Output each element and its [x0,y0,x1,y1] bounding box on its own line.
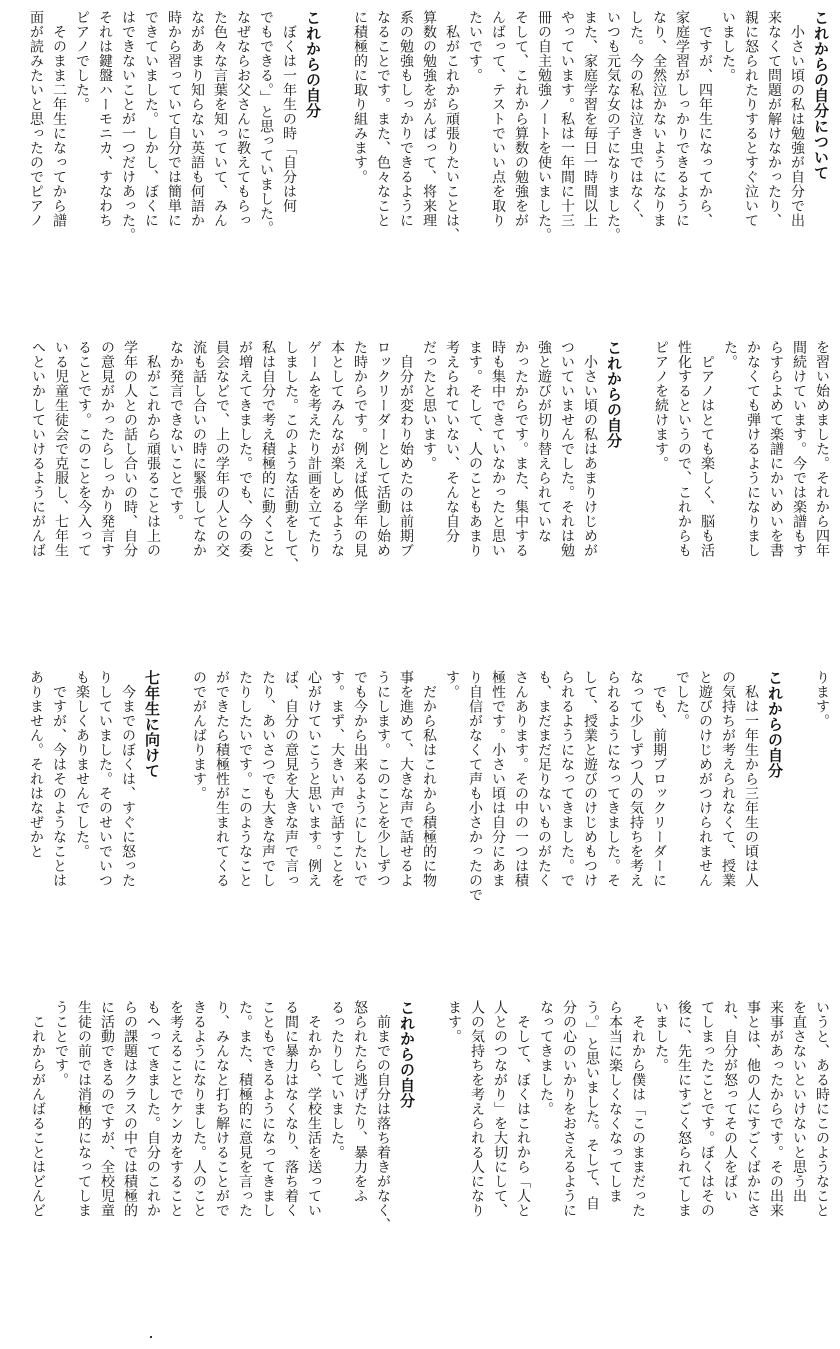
text-column: 学年の人との話し合いの時、自分 [122,340,138,558]
text-column: 時も集中できていなかったと思い [490,340,506,558]
text-column: ピアノでした。 [74,10,90,112]
text-column: る間に暴力はなくなり、落ち着く [283,1000,299,1218]
text-column: と遊びのけじめがつけられません [697,670,713,888]
text-column: 流も話し合いの時に緊張してなか [191,340,207,558]
text-column: いうと、ある時にこのようなこと [814,1000,830,1218]
text-column: そのまま二年生になってから譜 [51,10,67,228]
text-column: それは鍵盤ハーモニカ、すなわち [97,10,113,228]
text-column: ですが、今はそのようなことは [51,670,67,888]
text-column: 間続けています。今では楽譜もす [791,340,807,558]
text-column: こともできるようになってきまし [260,1000,276,1218]
column-gap [789,670,809,988]
text-column: 事とは、他の人にすごくばかにさ [745,1000,761,1218]
text-column: 怒られたら逃げたり、暴力をふ [352,1000,368,1203]
text-column: す。まず、大きい声で話すことを [329,670,345,888]
text-column: た色々な言葉を知っていて、みん [212,10,228,228]
text-column: に積極的に取り組みます。 [352,10,368,184]
text-column: 算数の勉強をがんばって、将来理 [421,10,437,228]
text-column: へといかしていけるようにがんば [30,340,46,558]
text-column: 親に怒られたりするとすぐ泣いて [743,10,759,228]
text-column: れ、自分が怒ってその人をばい [722,1000,738,1203]
text-column: それから僕は「このままだった [630,1000,646,1218]
text-column: の意見がかったらしっかり発言す [99,340,115,558]
text-column: てしまったことです。ぼくはその [699,1000,715,1218]
text-column: 家庭学習がしっかりできるように [674,10,690,228]
text-column: らすらよめて楽譜にかいめいを書 [768,340,784,558]
text-column: 心がけていこうと思います。例え [306,670,322,888]
scan-speck [150,1336,152,1338]
text-column: 小さい頃の私はあまりけじめが [582,340,598,558]
text-column: 冊の自主勉強ノートを使いました。 [536,10,552,242]
text-column: たりしたいです。このようなこと [237,670,253,888]
text-column: に活動できるのですが、全校児童 [99,1000,115,1218]
text-column: 私は一年生から三年生の頃は人 [743,670,759,888]
text-column: できていました。しかし、ぼくに [143,10,159,228]
text-column: んばって、テストでいい点を取り [490,10,506,228]
text-column: そして、これから算数の勉強をが [513,10,529,228]
text-column: そして、ぼくはこれから「人と [515,1000,531,1218]
text-column: ら本当に楽しくなくなってしま [607,1000,623,1203]
text-column: なぜならお父さんに教えてもらっ [235,10,251,228]
text-column: も楽しくありませんでした。 [74,670,90,859]
text-column: りしていました。そのせいでいつ [97,670,113,888]
text-column: り、みんなと打ち解けることがで [214,1000,230,1218]
text-column: きるようになりました。人のこと [191,1000,207,1218]
text-column: それから、学校生活を送ってい [306,1000,322,1218]
text-column: 面が読みたいと思ったのでピアノ [28,10,44,228]
section-heading: これからの自分 [398,1000,416,1109]
text-column: 系の勉強もしっかりできるように [398,10,414,228]
text-column: でした。 [674,670,690,728]
text-column: だったと思います。 [421,340,437,471]
text-tier-4 [8,1000,832,1318]
text-column: ですが、四年生になってから、 [697,10,713,228]
text-column: 分の心のいかりをおさえるように [561,1000,577,1218]
text-column: 人とのつながり」を大切にして、 [492,1000,508,1218]
column-gap [327,10,347,328]
text-column: ロックリーダーとして活動し始め [375,340,391,558]
text-column: でも今から出来るようにしたいで [352,670,368,888]
text-column: 来なくて問題が解けなかったり、 [766,10,782,228]
text-column: ありません。それはなぜかと [28,670,44,859]
text-column: さんあります。その中の一つは積 [513,670,529,888]
text-column: 人の気持ちを考えられる人になり [469,1000,485,1218]
column-gap [421,1000,441,1318]
text-column: ます。 [446,1000,462,1044]
text-column: 私は自分で考え積極的に動くこと [260,340,276,558]
text-column: しました。このような活動をして、 [283,340,299,572]
section-heading: これからの自分 [605,340,623,449]
text-column: す。 [444,670,460,699]
column-gap [628,340,648,658]
text-column: 今までのぼくは、すぐに怒った [120,670,136,888]
text-column: これからがんばることはどんど [30,1000,46,1218]
text-column: ります。 [814,670,830,728]
text-column: また、家庭学習を毎日一時間以上 [582,10,598,228]
text-column: ぼくは一年生の時「自分は何 [281,10,297,213]
text-column: はできないことが一つだけあった。 [120,10,136,242]
text-column: なり、全然泣かないようになりま [651,10,667,228]
column-gap [166,670,186,988]
text-column: た時からです。例えば低学年の見 [352,340,368,558]
text-column: かなくても弾けるようになりまし [745,340,761,558]
text-column: たいです。 [467,10,483,83]
text-column: 私がこれから頑張ることは上の [145,340,161,558]
text-column: した。今の私は泣き虫ではなく、 [628,10,644,228]
text-column: 強と遊びが切り替えられていな [536,340,552,543]
section-heading: これからの自分 [304,10,322,119]
text-column: 性化するというので、これからも [676,340,692,558]
text-column: を直さないといけないと思う出 [791,1000,807,1203]
text-column: た。また、積極的に意見を言った [237,1000,253,1218]
text-column: 考えられていない、そんな自分 [444,340,460,543]
text-column: ば、自分の意見を大きな声で言っ [283,670,299,888]
text-column: いる児童生徒会で克服し、七年生 [53,340,69,558]
text-column: う。」と思いました。そして、自 [584,1000,600,1211]
text-column: 事を進めて、大きな声で話せるよ [398,670,414,888]
text-tier-1 [8,10,832,328]
text-column: るったりしていました。 [329,1000,345,1160]
text-column: 本としてみんなが楽しめるような [329,340,345,558]
text-column: ゲームを考えたり計画を立てたり [306,340,322,558]
text-column: も、まだまだ足りないものがたく [536,670,552,888]
text-column: うにします。このことを少しずつ [375,670,391,888]
text-column: を考えることでケンカをすること [168,1000,184,1218]
text-column: ピアノを続けます。 [653,340,669,471]
text-column: 来事があったからです。その出来 [768,1000,784,1218]
text-column: もへってきました。自分のこれか [145,1000,161,1218]
text-column: 後に、先生にすごく怒られてしま [676,1000,692,1218]
text-column: 極性です。小さい頃は自分にあま [490,670,506,888]
text-column: ながあまり知らない英語も何語か [189,10,205,228]
text-column: なってきました。 [538,1000,554,1116]
section-heading: これからの自分 [766,670,784,779]
text-tier-3 [8,670,832,988]
text-column: たり、あいさつでも大きな声でし [260,670,276,888]
text-column: なることです。また、色々なこと [375,10,391,228]
text-column: でもできる。」と思っていました。 [258,10,274,235]
text-column: 生徒の前では消極的になってしま [76,1000,92,1218]
text-tier-2 [8,340,832,658]
text-column: でも、前期ブロックリーダーに [651,670,667,888]
text-column: なって少しずつ人の気持ちを考え [628,670,644,888]
text-column: なか発言できないことです。 [168,340,184,529]
text-column: ます。そして、人のこともあまり [467,340,483,558]
text-column: られるようになってきました。で [559,670,575,888]
section-heading: 七年生に向けて [143,670,161,779]
text-column: られるようになってきました。そ [605,670,621,888]
text-column: 小さい頃の私は勉強が自分で出 [789,10,805,228]
text-column: 員会などで、上の学年の人との交 [214,340,230,558]
text-column: ることです。このことを今入って [76,340,92,558]
text-column: やっています。私は一年間に十三 [559,10,575,228]
text-column: た。 [722,340,738,369]
text-column: を習い始めました。それから四年 [814,340,830,558]
section-heading: これからの自分について [812,10,830,181]
text-column: ができたら積極性が生まれてくる [214,670,230,888]
text-column: ついていませんでした。それは勉 [559,340,575,558]
text-column: いました。 [653,1000,669,1073]
text-column: いました。 [720,10,736,83]
text-column: いつも元気な女の子になりました。 [605,10,621,242]
text-column: 前までの自分は落ち着きがなく、 [375,1000,391,1232]
text-column: うことです。 [53,1000,69,1087]
text-column: して、授業と遊びのけじめもつけ [582,670,598,888]
text-column: だから私はこれから積極的に物 [421,670,437,888]
text-column: 私がこれから頑張りたいことは、 [444,10,460,242]
text-column: の気持ちが考えられなくて、授業 [720,670,736,888]
text-column: ピアノはとても楽しく、脳も活 [699,340,715,558]
text-column: のでがんばります。 [191,670,207,801]
text-column: かったからです。また、集中する [513,340,529,558]
text-column: 自分が変わり始めたのは前期ブ [398,340,414,558]
text-column: り自信がなくて声も小さかったので [467,670,483,902]
text-column: が増えてきました。でも、今の委 [237,340,253,558]
text-column: らの課題はクラスの中では積極的 [122,1000,138,1218]
text-column: 時から習っていて自分では簡単に [166,10,182,228]
